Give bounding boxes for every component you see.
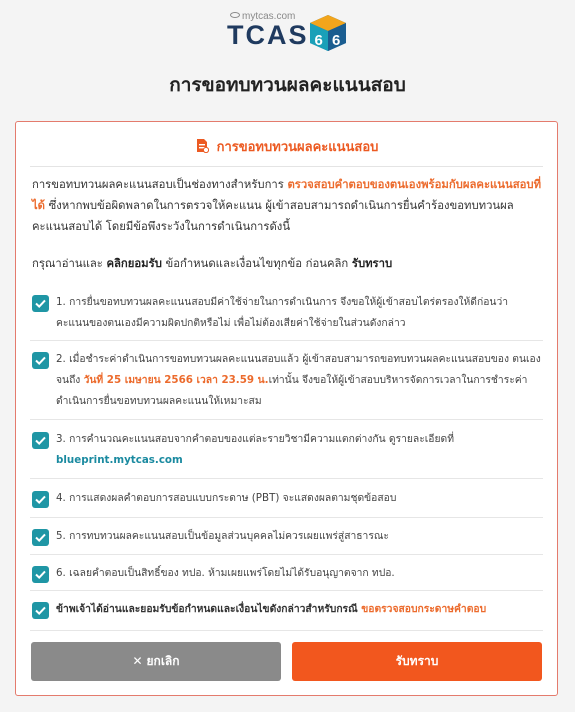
- deadline-date: วันที่ 25 เมษายน 2566 เวลา 23.59 น.: [83, 374, 269, 386]
- close-icon: ✕: [132, 654, 143, 668]
- condition-item-1[interactable]: 1. การยื่นขอทบทวนผลคะแนนสอบมีค่าใช้จ่ายในการดำเนินการ จึงขอให้ผู้เข้าสอบไตร่ตรองให้ดีก่อนว่า คะแนนของตนเองมีความผิดปกติหรือไม่ เพื่อไม่ต้องเสียค่าใช้จ่ายในส่วนดังกล่าว: [32, 292, 544, 336]
- checkbox-condition-2[interactable]: [32, 352, 49, 369]
- logo-site-name: mytcas.com: [230, 11, 295, 22]
- intro-highlight: ตรวจสอบคำตอบของตนเองพร้อมกับผลคะแนนสอบที่ได้: [32, 178, 542, 212]
- divider: [30, 590, 543, 591]
- condition-item-2[interactable]: 2. เมื่อชำระค่าดำเนินการขอทบทวนผลคะแนนสอบแล้ว ผู้เข้าสอบสามารถขอทบทวนผลคะแนนสอบของ ตนเอง จนถึง วันที่ 25 เมษายน 2566 เวลา 23.59 น.เท่านั้น จึงขอให้ผู้เข้าสอบบริหารจัดการเวลาในการชำระค่าดำเนินการยื่นขอทบทวนผลคะแนนให้เหมาะสม: [32, 349, 544, 415]
- checkmark-icon: [34, 604, 47, 617]
- tcas-logo: [0, 8, 575, 52]
- card-header: [16, 136, 557, 160]
- checkbox-condition-5[interactable]: [32, 529, 49, 546]
- acknowledge-button-label: รับทราบ: [395, 654, 439, 668]
- divider: [30, 478, 543, 479]
- checkmark-icon: [34, 297, 47, 310]
- page-title: การขอทบทวนผลคะแนนสอบ: [169, 74, 406, 96]
- checkmark-icon: [34, 434, 47, 447]
- instruction-text: กรุณาอ่านและ คลิกยอมรับ ข้อกำหนดและเงื่อนไขทุกข้อ ก่อนคลิก รับทราบ: [32, 257, 393, 270]
- blueprint-link[interactable]: blueprint.mytcas.com: [56, 454, 183, 466]
- checkbox-condition-6[interactable]: [32, 566, 49, 583]
- checkmark-icon: [34, 531, 47, 544]
- divider: [30, 554, 543, 555]
- checkbox-condition-4[interactable]: [32, 491, 49, 508]
- acknowledge-button[interactable]: [292, 642, 542, 681]
- checkmark-icon: [34, 568, 47, 581]
- logo-brand: TCAS: [227, 20, 309, 50]
- intro-paragraph: การขอทบทวนผลคะแนนสอบเป็นช่องทางสำหรับการ ตรวจสอบคำตอบของตนเองพร้อมกับผลคะแนนสอบที่ได้ ซึ่งหากพบข้อผิดพลาดในการตรวจให้คะแนน ผู้เข้าสอบสามารถดำเนินการยื่นคำร้องขอทบทวนผลคะแนนสอบได้ โดยมีข้อพึงระวังในการดำเนินการดังนี้: [32, 178, 542, 233]
- document-icon: [195, 138, 209, 153]
- checkbox-agreement[interactable]: [32, 602, 49, 619]
- divider: [30, 166, 543, 167]
- cancel-button-label: ยกเลิก: [146, 654, 180, 668]
- review-terms-card: [15, 121, 558, 696]
- divider: [30, 630, 543, 631]
- agreement-item[interactable]: ข้าพเจ้าได้อ่านและยอมรับข้อกำหนดและเงื่อนไขดังกล่าวสำหรับกรณี ขอตรวจสอบกระดาษคำตอบ: [32, 599, 544, 621]
- checkbox-condition-1[interactable]: [32, 295, 49, 312]
- cancel-button[interactable]: [31, 642, 281, 681]
- cube-icon: [308, 14, 348, 52]
- condition-item-5[interactable]: 5. การทบทวนผลคะแนนสอบเป็นข้อมูลส่วนบุคคลไม่ควรเผยแพร่สู่สาธารณะ: [32, 526, 544, 548]
- agreement-highlight: ขอตรวจสอบกระดาษคำตอบ: [361, 603, 487, 615]
- divider: [30, 419, 543, 420]
- checkmark-icon: [34, 354, 47, 367]
- divider: [30, 340, 543, 341]
- condition-item-6[interactable]: 6. เฉลยคำตอบเป็นสิทธิ์ของ ทปอ. ห้ามเผยแพร่โดยไม่ได้รับอนุญาตจาก ทปอ.: [32, 563, 544, 585]
- eye-icon: [230, 12, 240, 18]
- condition-item-4[interactable]: 4. การแสดงผลคำตอบการสอบแบบกระดาษ (PBT) จะแสดงผลตามชุดข้อสอบ: [32, 488, 544, 510]
- card-header-label: การขอทบทวนผลคะแนนสอบ: [216, 140, 379, 155]
- divider: [30, 517, 543, 518]
- checkmark-icon: [34, 493, 47, 506]
- condition-item-3[interactable]: 3. การคำนวณคะแนนสอบจากคำตอบของแต่ละรายวิชามีความแตกต่างกัน ดูรายละเอียดที่ blueprint.mytcas.com: [32, 429, 544, 473]
- edition-digit-2: 6: [332, 32, 341, 49]
- edition-digit-1: 6: [314, 32, 323, 49]
- checkbox-condition-3[interactable]: [32, 432, 49, 449]
